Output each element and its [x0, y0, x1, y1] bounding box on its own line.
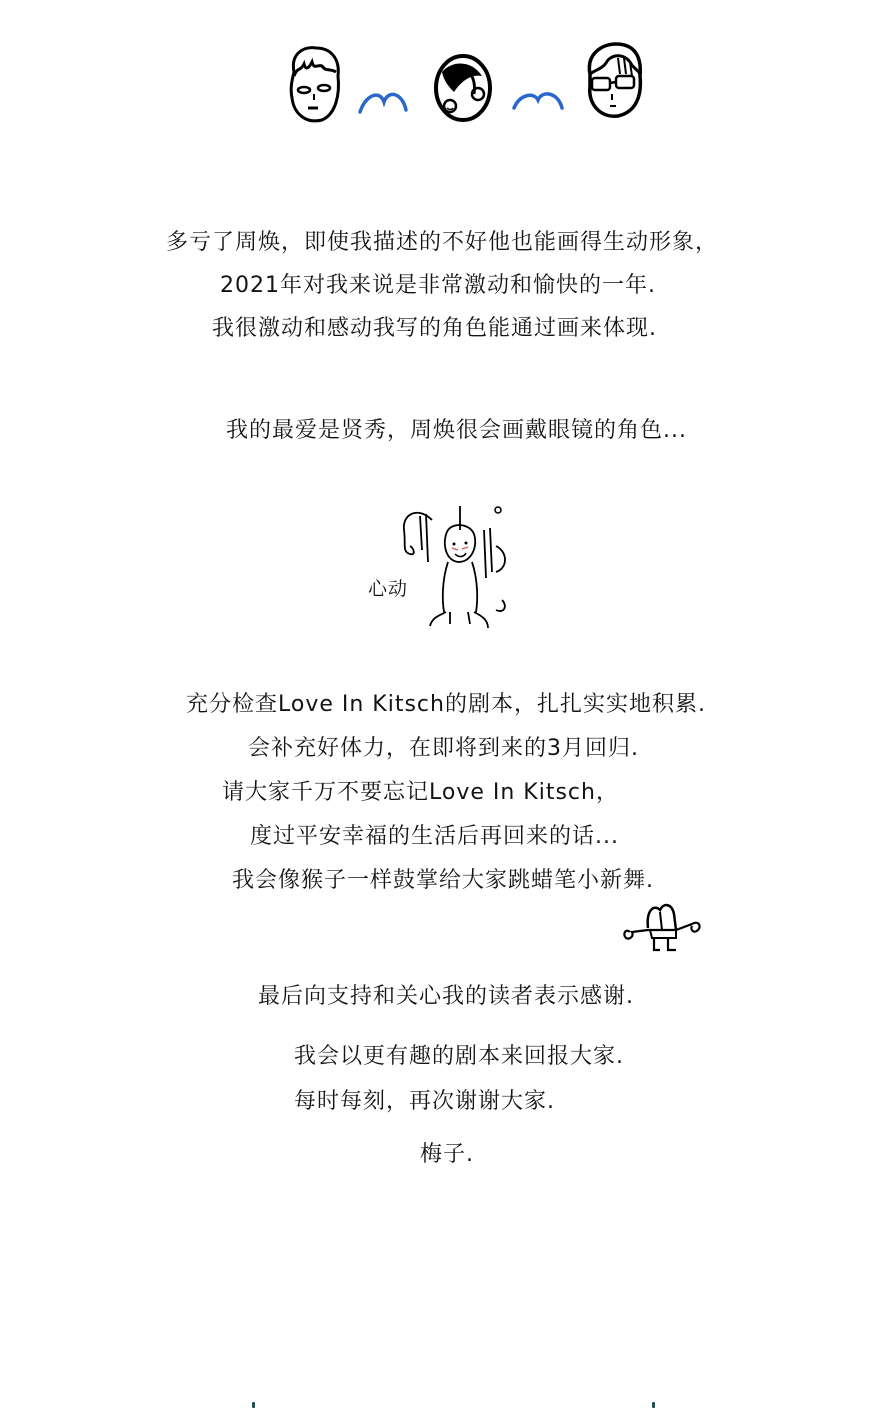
signature: 梅子.: [420, 1142, 474, 1167]
paragraph-1-line-3: 我很激动和感动我写的角色能通过画来体现.: [212, 316, 657, 341]
bottom-mark-right: [652, 1402, 655, 1408]
sketch-character-heart-flutter: [368, 500, 518, 635]
paragraph-4-line-1: 最后向支持和关心我的读者表示感谢.: [258, 984, 634, 1009]
paragraph-2-line-1: 我的最爱是贤秀，周焕很会画戴眼镜的角色...: [226, 418, 687, 443]
paragraph-5-line-2: 每时每刻，再次谢谢大家.: [294, 1089, 555, 1114]
character-doodle-icon: [398, 500, 518, 632]
paragraph-1-line-2: 2021年对我来说是非常激动和愉快的一年.: [220, 273, 656, 298]
paragraph-5-line-1: 我会以更有趣的剧本来回报大家.: [294, 1044, 624, 1069]
paragraph-3-line-1: 充分检查Love In Kitsch的剧本，扎扎实实地积累.: [186, 692, 706, 717]
face-messy-hair-icon: [286, 42, 342, 124]
bottom-mark-left: [252, 1402, 255, 1408]
paragraph-3-line-5: 我会像猴子一样鼓掌给大家跳蜡笔小新舞.: [232, 868, 654, 893]
header-doodles: [280, 38, 650, 128]
sketch-caption: 心动: [368, 578, 409, 600]
paragraph-3-line-2: 会补充好体力，在即将到来的3月回归.: [248, 736, 639, 761]
paragraph-3-line-4: 度过平安幸福的生活后再回来的话...: [250, 824, 619, 849]
dancing-doodle-icon: [620, 900, 704, 956]
face-glasses-icon: [584, 40, 646, 120]
face-round-dark-hair-icon: [432, 52, 494, 124]
connector-arc-icon: [358, 88, 408, 116]
connector-arc-icon: [512, 88, 564, 114]
paragraph-3-line-3: 请大家千万不要忘记Love In Kitsch，: [222, 780, 619, 805]
paragraph-1-line-1: 多亏了周焕，即使我描述的不好他也能画得生动形象，: [166, 230, 719, 255]
